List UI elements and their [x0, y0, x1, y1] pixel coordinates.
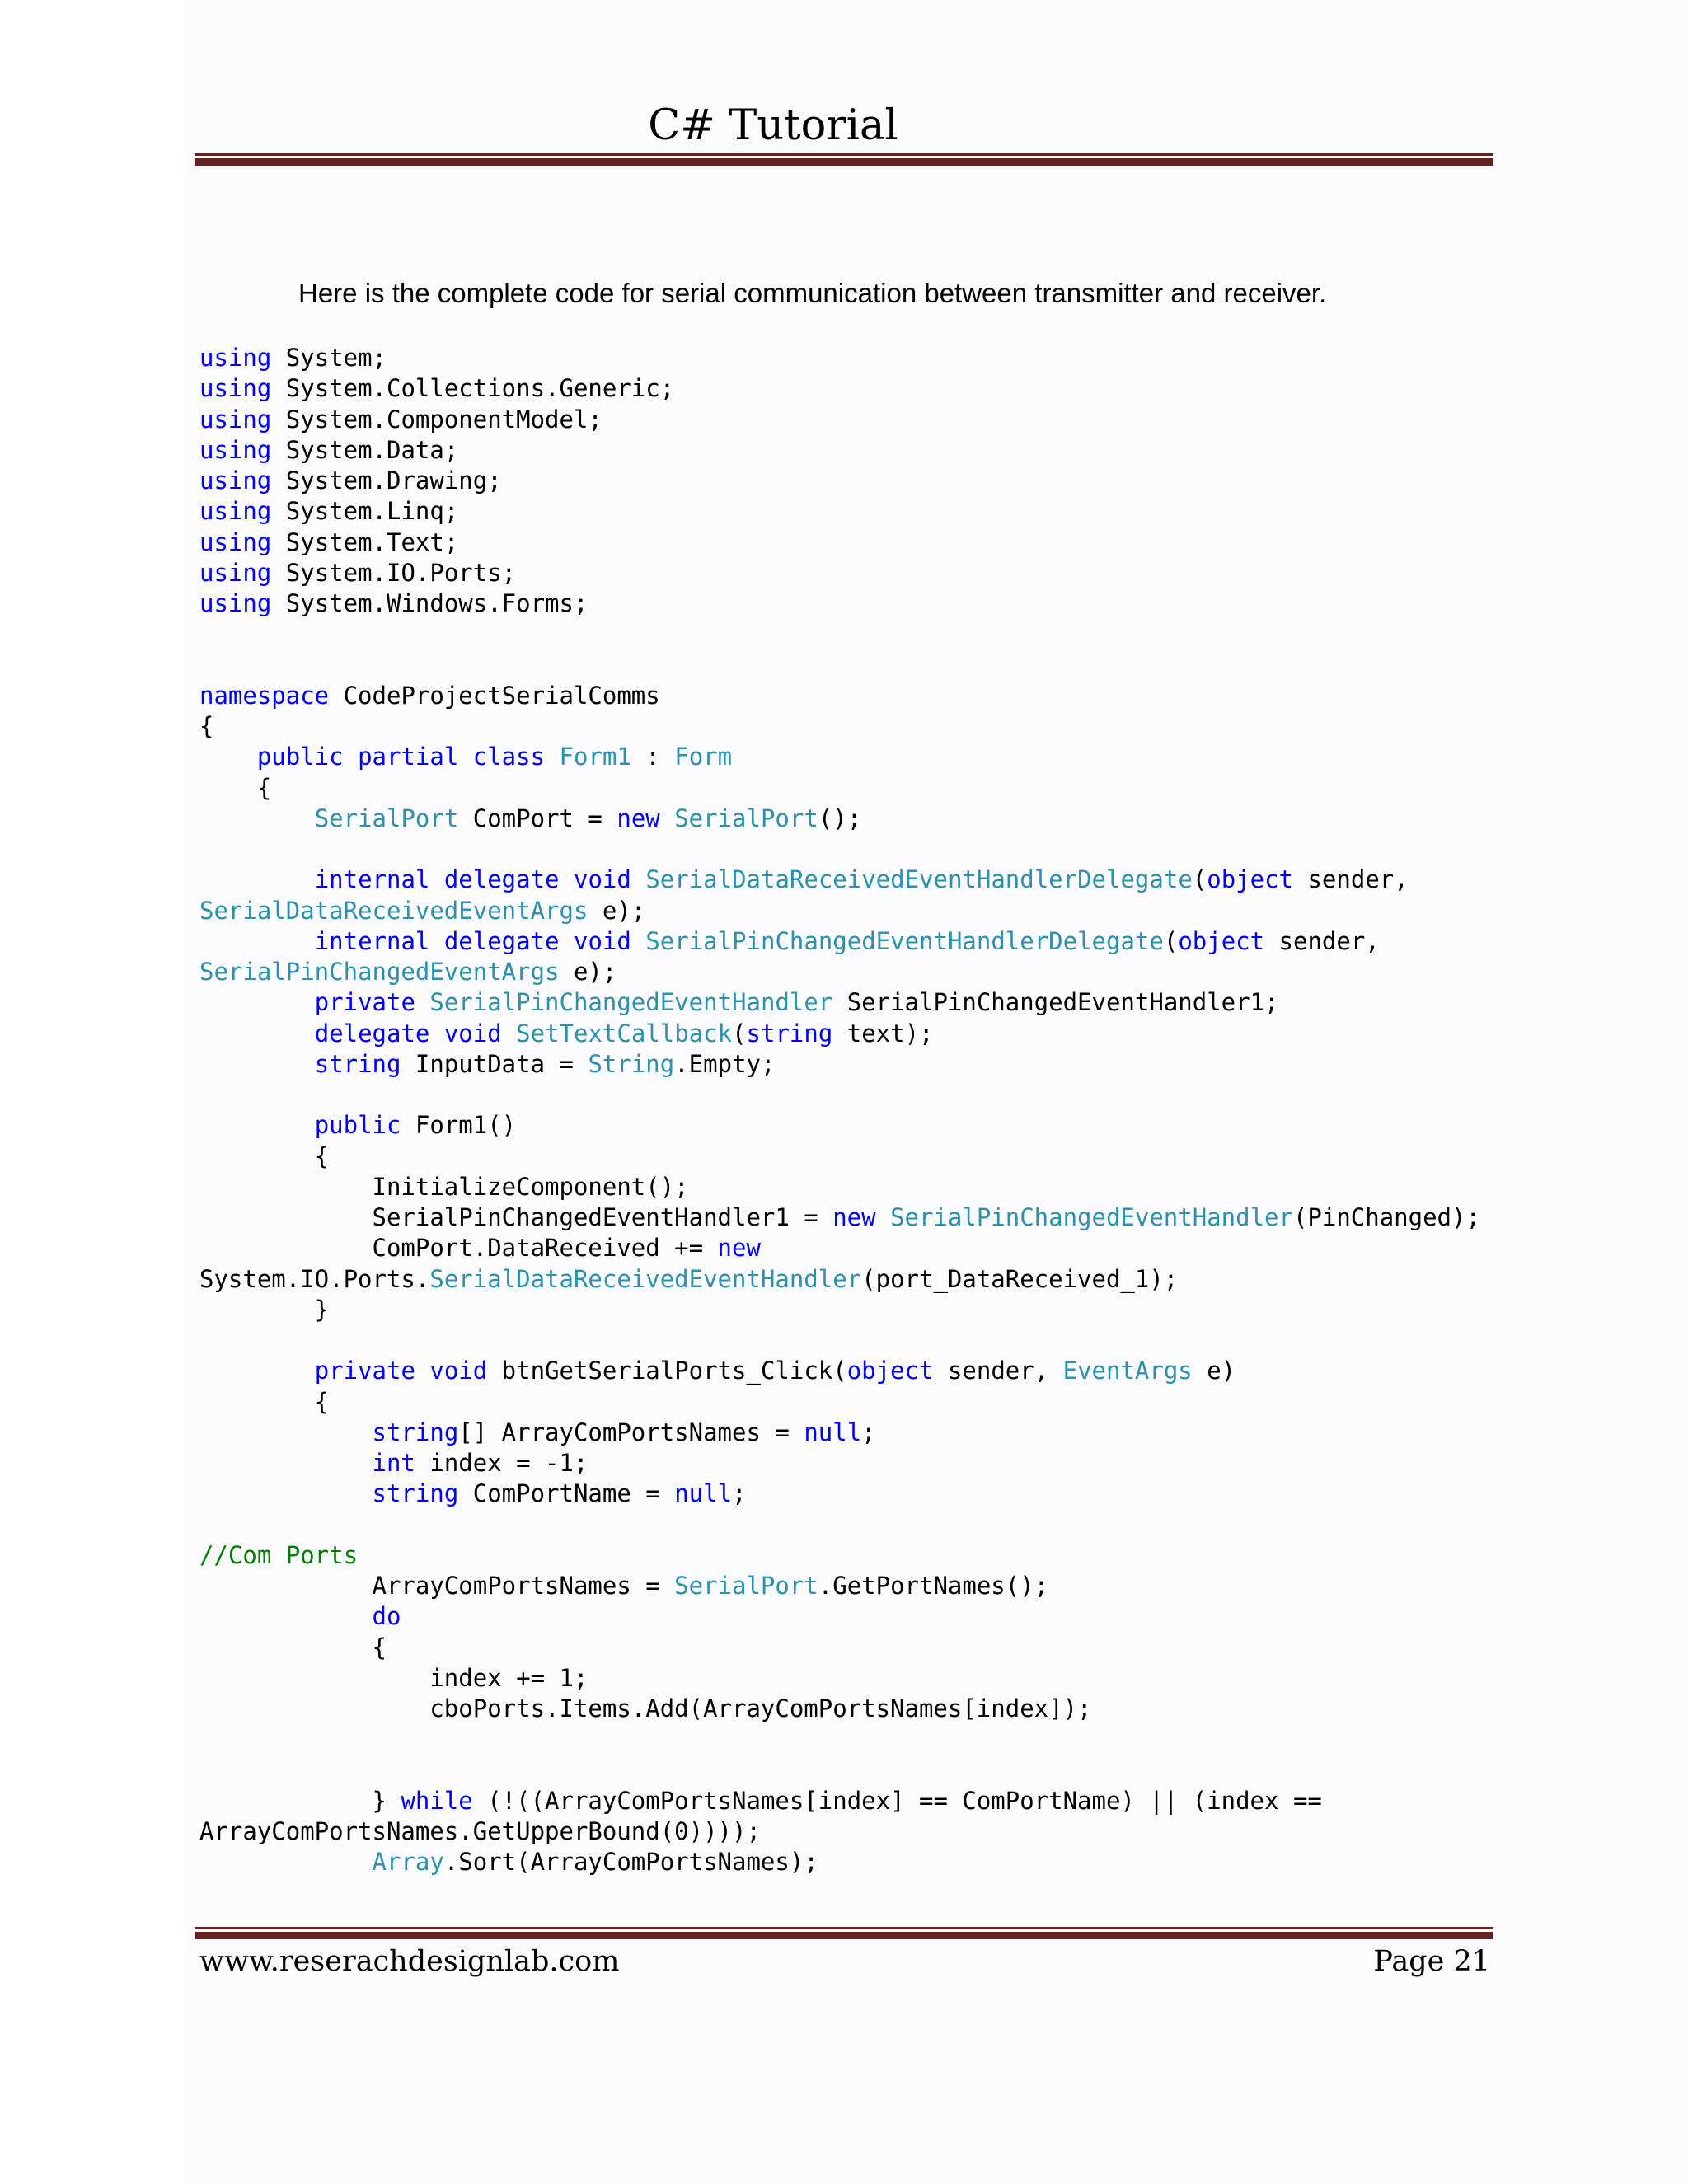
code-line — [199, 405, 1518, 435]
code-text — [199, 1418, 373, 1446]
code-line — [199, 1816, 1518, 1847]
code-type: SerialPort — [674, 804, 818, 832]
code-text: ; — [732, 1479, 747, 1508]
code-line — [199, 1295, 1518, 1325]
page-header-title: C# Tutorial — [648, 101, 898, 150]
code-keyword: null — [674, 1479, 733, 1508]
code-type: SetTextCallback — [516, 1019, 733, 1047]
code-text — [199, 1479, 373, 1507]
code-keyword: void — [443, 1019, 502, 1047]
code-line — [199, 1448, 1518, 1479]
code-text — [415, 988, 429, 1016]
code-text: (PinChanged); — [1292, 1203, 1480, 1231]
code-keyword: namespace — [199, 681, 330, 710]
code-type: SerialPinChangedEventHandler — [890, 1203, 1293, 1231]
code-keyword: delegate — [443, 926, 560, 955]
code-keyword: string — [372, 1479, 459, 1508]
code-line — [199, 619, 1518, 649]
code-text: e); — [588, 896, 646, 925]
code-text: { — [199, 712, 214, 740]
footer-website: www.reserachdesignlab.com — [199, 1945, 620, 1978]
code-text: index = -1; — [415, 1449, 588, 1477]
code-type: SerialPinChangedEventHandlerDelegate — [645, 926, 1164, 955]
code-text: { — [199, 1633, 387, 1661]
code-type: String — [588, 1049, 675, 1078]
code-text — [344, 743, 358, 771]
code-text: System.IO.Ports. — [199, 1264, 430, 1293]
code-text: InitializeComponent(); — [199, 1172, 689, 1201]
code-line — [199, 1663, 1518, 1694]
code-text: ArrayComPortsNames = — [199, 1572, 675, 1600]
code-keyword: delegate — [314, 1019, 430, 1047]
code-line — [199, 1418, 1518, 1448]
code-text — [545, 743, 559, 771]
code-text — [199, 1050, 315, 1078]
code-text: sender, — [1293, 865, 1409, 894]
code-keyword: using — [199, 589, 272, 617]
code-line — [199, 896, 1518, 926]
code-line — [199, 527, 1518, 558]
code-line — [199, 834, 1518, 865]
code-keyword: using — [199, 374, 272, 403]
footer-page-number: Page 21 — [1373, 1945, 1490, 1978]
code-text: ComPortName = — [458, 1479, 675, 1508]
code-text: System.Linq; — [271, 497, 459, 526]
code-line — [199, 1264, 1518, 1295]
code-text: System; — [271, 344, 387, 372]
code-keyword: public — [256, 743, 344, 771]
code-text: System.Collections.Generic; — [271, 374, 675, 403]
code-type: Array — [372, 1848, 444, 1877]
code-keyword: int — [372, 1449, 415, 1477]
code-type: Form — [674, 743, 733, 771]
code-text — [876, 1203, 890, 1231]
code-line — [199, 1049, 1518, 1080]
code-text: sender, — [1264, 926, 1380, 955]
code-text: ComPort = — [458, 804, 617, 832]
code-text — [199, 743, 257, 771]
code-line — [199, 1694, 1518, 1724]
code-line — [199, 865, 1518, 895]
code-keyword: using — [199, 497, 272, 526]
code-line — [199, 588, 1518, 619]
code-line — [199, 681, 1518, 711]
code-keyword: string — [746, 1019, 833, 1047]
code-text: CodeProjectSerialComms — [329, 681, 660, 710]
code-keyword: object — [1207, 865, 1294, 894]
code-keyword: null — [804, 1418, 862, 1446]
code-line — [199, 987, 1518, 1018]
code-line — [199, 558, 1518, 588]
code-text: System.Text; — [271, 527, 459, 556]
code-line — [199, 1540, 1518, 1571]
code-text — [199, 1449, 373, 1477]
code-line — [199, 1847, 1518, 1877]
code-text — [458, 743, 472, 771]
footer-divider — [195, 1927, 1493, 1939]
code-line — [199, 1571, 1518, 1601]
code-text: ( — [732, 1019, 747, 1047]
code-text — [502, 1019, 516, 1047]
code-text: (port_DataReceived_1); — [861, 1264, 1179, 1293]
code-line — [199, 1479, 1518, 1509]
code-line — [199, 1172, 1518, 1202]
code-keyword: while — [401, 1786, 473, 1815]
code-keyword: private — [314, 1357, 415, 1385]
code-line — [199, 1387, 1518, 1418]
code-line — [199, 1019, 1518, 1049]
code-text: InputData = — [401, 1049, 588, 1078]
code-keyword: new — [717, 1234, 761, 1263]
code-keyword: new — [617, 804, 660, 832]
code-keyword: class — [472, 743, 546, 771]
code-text: ( — [1192, 865, 1207, 894]
code-text: System.Data; — [271, 435, 459, 464]
code-keyword: partial — [358, 743, 459, 771]
code-text — [560, 865, 574, 893]
code-text: .Sort(ArrayComPortsNames); — [443, 1848, 818, 1877]
header-divider — [195, 153, 1493, 166]
code-line — [199, 650, 1518, 681]
code-keyword: object — [1178, 926, 1265, 955]
code-keyword: private — [314, 988, 415, 1017]
code-text: e); — [559, 958, 617, 986]
code-text: btnGetSerialPorts_Click( — [487, 1357, 847, 1385]
code-text — [199, 988, 315, 1016]
code-text: { — [199, 1141, 330, 1170]
code-type: Form1 — [559, 743, 631, 771]
code-type: SerialPort — [674, 1572, 818, 1600]
code-text — [199, 1019, 315, 1047]
code-line — [199, 926, 1518, 957]
code-keyword: delegate — [443, 865, 560, 894]
code-keyword: void — [574, 865, 631, 894]
code-text: System.Windows.Forms; — [271, 589, 588, 617]
code-line — [199, 343, 1518, 373]
code-text — [199, 927, 315, 955]
code-line — [199, 1510, 1518, 1540]
code-text: cboPorts.Items.Add(ArrayComPortsNames[index]); — [199, 1694, 1092, 1722]
code-keyword: do — [372, 1602, 401, 1631]
code-line — [199, 435, 1518, 466]
code-text: Form1() — [401, 1111, 517, 1140]
code-line — [199, 1356, 1518, 1386]
code-keyword: internal — [314, 865, 430, 894]
code-text — [199, 1602, 373, 1630]
code-text — [199, 1848, 373, 1876]
code-text: { — [199, 1387, 330, 1416]
code-text: sender, — [933, 1357, 1063, 1385]
code-type: SerialDataReceivedEventHandler — [429, 1264, 862, 1293]
code-text — [631, 865, 645, 893]
code-text: : — [631, 743, 675, 771]
code-text: SerialPinChangedEventHandler1 = — [199, 1203, 833, 1231]
code-text: (); — [818, 804, 862, 832]
code-text: System.IO.Ports; — [271, 558, 517, 587]
code-type: SerialPort — [314, 804, 459, 832]
code-line — [199, 496, 1518, 527]
code-line — [199, 1080, 1518, 1110]
intro-paragraph: Here is the complete code for serial communication between transmitter and receiver. — [298, 278, 1327, 308]
code-text: text); — [832, 1019, 934, 1047]
code-text: } — [199, 1786, 401, 1815]
code-text: ; — [861, 1418, 876, 1446]
code-text: [] ArrayComPortsNames = — [458, 1418, 804, 1446]
code-type: SerialPinChangedEventHandler — [429, 988, 833, 1017]
code-text — [429, 865, 443, 893]
code-line — [199, 804, 1518, 834]
code-type: SerialDataReceivedEventArgs — [199, 896, 588, 925]
code-line — [199, 373, 1518, 404]
code-text — [660, 804, 674, 832]
code-keyword: using — [199, 435, 272, 464]
code-line — [199, 466, 1518, 496]
code-keyword: using — [199, 558, 272, 587]
code-keyword: object — [846, 1357, 934, 1385]
code-text — [199, 865, 315, 893]
code-text — [631, 927, 645, 955]
code-type: EventArgs — [1062, 1357, 1193, 1385]
code-line — [199, 1325, 1518, 1356]
code-text — [199, 1357, 315, 1385]
code-listing — [199, 343, 1518, 1878]
code-keyword: void — [429, 1357, 488, 1385]
code-line — [199, 1786, 1518, 1816]
code-line — [199, 1233, 1518, 1263]
code-comment: //Com Ports — [199, 1540, 359, 1569]
code-text: index += 1; — [199, 1663, 588, 1692]
code-text: SerialPinChangedEventHandler1; — [832, 988, 1279, 1017]
code-keyword: void — [574, 926, 631, 955]
code-keyword: string — [372, 1418, 459, 1446]
code-keyword: using — [199, 466, 272, 494]
code-text: } — [199, 1295, 330, 1324]
code-keyword: new — [832, 1203, 876, 1231]
code-text — [415, 1357, 429, 1385]
code-line — [199, 1601, 1518, 1632]
code-text: System.ComponentModel; — [271, 405, 603, 434]
code-text: .Empty; — [674, 1049, 776, 1078]
code-text — [560, 927, 574, 955]
code-text — [199, 804, 315, 832]
code-line — [199, 1202, 1518, 1233]
code-text: ComPort.DataReceived += — [199, 1234, 718, 1263]
code-text: { — [199, 773, 272, 802]
code-text: e) — [1192, 1357, 1236, 1385]
code-keyword: string — [314, 1049, 401, 1078]
code-keyword: internal — [314, 926, 430, 955]
code-text — [199, 1111, 315, 1139]
code-text: (!((ArrayComPortsNames[index] == ComPortName) || (index == — [472, 1786, 1322, 1815]
code-text: ArrayComPortsNames.GetUpperBound(0)))); — [199, 1817, 761, 1845]
code-keyword: using — [199, 344, 272, 372]
code-line — [199, 1110, 1518, 1141]
code-text — [429, 927, 443, 955]
code-line — [199, 1755, 1518, 1786]
code-line — [199, 957, 1518, 987]
code-text: .GetPortNames(); — [818, 1572, 1049, 1600]
code-line — [199, 1141, 1518, 1172]
code-line — [199, 773, 1518, 804]
code-line — [199, 711, 1518, 742]
code-text: ( — [1163, 926, 1179, 955]
code-line — [199, 1633, 1518, 1663]
code-line — [199, 1724, 1518, 1755]
code-keyword: using — [199, 527, 272, 556]
code-type: SerialDataReceivedEventHandlerDelegate — [645, 865, 1193, 894]
code-text: System.Drawing; — [271, 466, 502, 494]
code-keyword: public — [314, 1111, 401, 1140]
code-text — [429, 1019, 443, 1047]
code-keyword: using — [199, 405, 272, 434]
code-line — [199, 742, 1518, 772]
code-type: SerialPinChangedEventArgs — [199, 958, 560, 986]
